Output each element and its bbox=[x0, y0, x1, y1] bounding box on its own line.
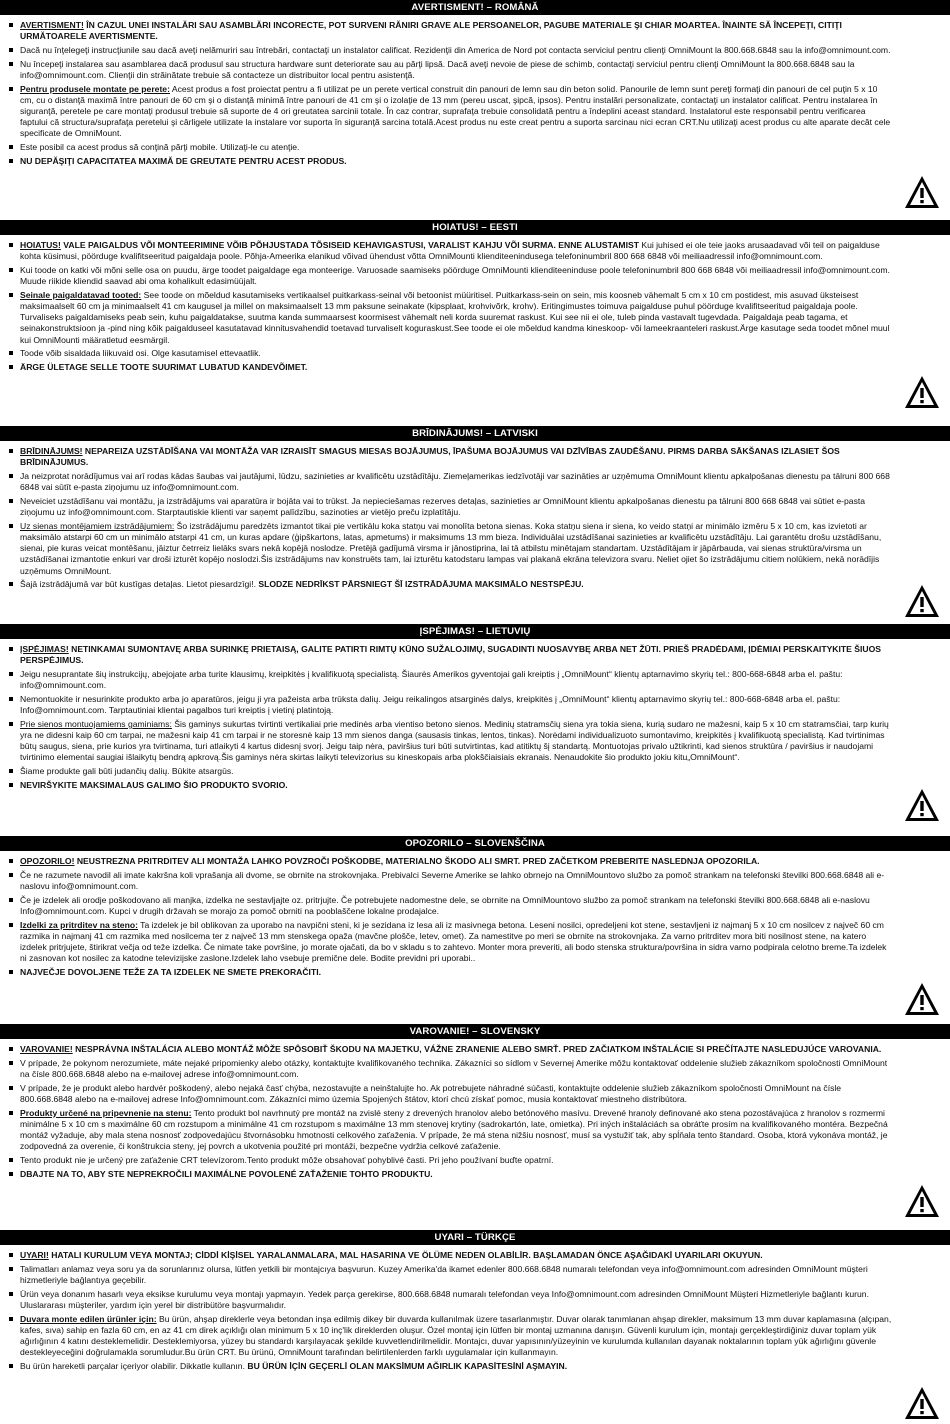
warning-triangle-icon bbox=[904, 375, 940, 409]
warning-item: Seinale paigaldatavad tooted: See toode on mõeldud kasutamiseks vertikaalsel puitkarkass-seinal või betoonist müüritisel. Puitkarkass-sein on sein, mis koosneb vähemalt 5 cm x 10 cm postidest, mis asuvad üksteisest maksimaalselt 60 cm ja minimaalselt 41 cm kaugusel ja millel on maksimaalselt 13 mm paksune seinakate (kipsplaat, krohvivõrk, krohv). Eritingimustes toimuva paigalduse puhul pöörduge kvalifitseeritud paigaldaja poole. Turvaliseks paigaldamiseks peab sein, kuhu paigaldatakse, suutma kanda summaarsest koormisest vähemalt neli korda suuremat raskust. Kui see nii ei ole, tuleb pinda vastavalt tugevdada. Paigaldaja peab tagama, et seinakonstruktsioon ja -pind ning kõik paigalduseel kasutatavad kinnitusvahendid toetavad turvaliselt koguraskust.See toode ei ole mõeldud kandma kineskoop- või lameekraanteleri raskust.Ärge kasutage seda toodet mõnel muul kui OmniMounti määratletud eesmärgil. bbox=[8, 290, 950, 346]
warning-item: Prie sienos montuojamiems gaminiams: Šis gaminys sukurtas tvirtinti vertikaliai prie medinės arba vientiso betono sienos. Medinių statramsčių siena yra tokia siena, kurią sudaro ne mažesni, kaip 5 x 10 cm statramsčiai, tarp kurių yra ne didesni kaip 60 cm tarpai, ne mažesni kaip 41 cm tarpai ir ne storesnė kaip 13 mm sienos danga (sausasis tinkas, lentos, tinkas). Norėdami individualizuoto sumontavimo, kreipkitės į kvalifikuotą specialistą. Kad tvirtinimas būtų saugus, siena, prie kurios yra tvirtinama, turi atlaikyti 4 kartus didesnį svorį. Jeigu taip nėra, paviršius turi būti sutvirtintas, kad atitiktų šį standartą. Montuotojas privalo užtikrinti, kad sienos struktūra / paviršius ir naudojami tvirtinimo elementai saugiai išlaikytų bendrą apkrovą.Šis gaminys nėra skirtas laikyti televizorius su kineskopais arba plokščiaisiais ekranais. Nenaudokite šio produkto jokiu kitu„OmniMount“. bbox=[8, 719, 950, 764]
warning-item: Šiame produkte gali būti judančių dalių. Būkite atsargūs. bbox=[8, 766, 950, 777]
warning-item: Nu începeţi instalarea sau asamblarea dacă produsul sau structura hardware sunt deteriorate sau au părţi lipsă. Dacă aveţi nevoie de piese de schimb, contactaţi serviciul pentru clienţi OmniMount la 800.668.6848 sau la info@omnimount.com. Clienţii din străinătate trebuie să contacteze un distribuitor local pentru asistenţă. bbox=[8, 59, 950, 81]
warning-item: Bu ürün hareketli parçalar içeriyor olabilir. Dikkatle kullanın. BU ÜRÜN İÇİN GEÇERLİ OLAN MAKSİMUM AĞIRLIK KAPASİTESİNİ AŞMAYIN. bbox=[8, 1361, 950, 1372]
warning-item: Šajā izstrādājumā var būt kustīgas detaļas. Lietot piesardzīgi!. SLODZE NEDRĪKST PĀRSNIEGT ŠĪ IZSTRĀDĀJUMA MAKSIMĀLO NESTSPĒJU. bbox=[8, 579, 950, 590]
warning-item: DBAJTE NA TO, ABY STE NEPREKROČILI MAXIMÁLNE POVOLENÉ ZAŤAŽENIE TOHTO PRODUKTU. bbox=[8, 1169, 950, 1180]
section-slovensky bbox=[0, 1024, 950, 1182]
section-lietuviu bbox=[0, 624, 950, 794]
warning-item: Tento produkt nie je určený pre zaťaženie CRT televízorom.Tento produkt môže obsahovať pohyblivé časti. Pri jeho používaní buďte opatrní. bbox=[8, 1155, 950, 1166]
warning-triangle-icon bbox=[904, 982, 940, 1016]
section-eesti bbox=[0, 220, 950, 376]
warning-item: Če je izdelek ali orodje poškodovano ali manjka, izdelka ne sestavljajte oz. pritrjujte. Če potrebujete nadomestne dele, se obrnite na OmniMountovo službo za pomoč strankam na telefonski številki 800.668.6848 ali e-naslovu Info@omnimount.com. Kupci v drugih državah se morajo za pomoč obrniti na pooblaščene lokalne prodajalce. bbox=[8, 895, 950, 917]
warning-item: V prípade, že pokynom nerozumiete, máte nejaké pripomienky alebo otázky, kontaktujte kvalifikovaného technika. Zákazníci so sídlom v Severnej Amerike môžu kontaktovať oddelenie služieb zákazníkom spoločnosti OmniMount na čísle 800.668.6848 alebo na e-mailovej adrese info@omnimount.com. bbox=[8, 1058, 950, 1080]
section-banner: UYARI – TÜRKÇE bbox=[0, 1230, 950, 1245]
warning-item: V prípade, že je produkt alebo hardvér poškodený, alebo nejaká časť chýba, nezostavujte a neinštalujte ho. Ak potrebujete náhradné súčasti, kontaktujte oddelenie služieb zákazníkom spoločnosti OmniMount na čísle 800.668.6848 alebo na e-mailovej adrese Info@omnimount.com. Zákazníci mimo územia Spojených štátov, ktorí chcú získať pomoc, musia kontaktovať miestneho distribútora. bbox=[8, 1083, 950, 1105]
section-banner: BRĪDINĀJUMS! – LATVISKI bbox=[0, 426, 950, 441]
section-banner: AVERTISMENT! – ROMÂNĂ bbox=[0, 0, 950, 15]
section-latviski bbox=[0, 426, 950, 593]
warning-item: Este posibil ca acest produs să conţină părţi mobile. Utilizaţi-le cu atenţie. bbox=[8, 142, 950, 153]
warning-triangle-icon bbox=[904, 788, 940, 822]
warning-item: Pentru produsele montate pe perete: Acest produs a fost proiectat pentru a fi utilizat pe un perete vertical construit din panouri de lemn sau din beton solid. Panourile de lemn sunt pereţi formaţi din panouri de cel puţin 5 x 10 cm, cu o distanţă maximă între panouri de 60 cm şi o distanţă minimă între panouri de 41 cm şi o izolaţie de 13 mm (pereu uscat, şipcă, ipsos). Pentru instalări personalizate, contactaţi un instalator calificat. Pentru instalarea în siguranţă, peretele pe care montaţi produsul trebuie să suporte de 4 ori greutatea sarcinii totale. În caz contrar, suprafaţa trebuie consolidată pentru a îndeplini aceast standard. Instalatorul este responsabil pentru verificarea faptului că structura/suprafaţa peretelui şi cârligele utilizate la instalare vor suporta în siguranţă sarcina totală.Acest produs nu este creat pentru a suporta sarcinau nici ecran CRT.Nu utilizaţi acest produs cu alte aparate decât cele specificate de OmniMount. bbox=[8, 84, 950, 140]
warning-item: Dacă nu înţelegeţi instrucţiunile sau dacă aveţi nelămuriri sau întrebări, contactaţi un instalator calificat. Rezidenţii din America de Nord pot contacta serviciul pentru clienţi OmniMount la 800.668.6848 sau la info@omnimount.com. bbox=[8, 45, 950, 56]
warning-item: Izdelki za pritrditev na steno: Ta izdelek je bil oblikovan za uporabo na navpični steni, ki je sezidana iz lesa ali iz masivnega betona. Leseni nosilci, opredeljeni kot stene, sestavljeni iz najmanj 5 x 10 cm nosilcev z največ 60 cm razmika in najmanj 41 cm razmika med nosilcema ter z največ 13 mm stenskega opaža (mavčne plošče, letev, omet). Za namestitve po meri se obrnite na strokovnjaka. Za varno pritrditev mora biti nosilnost stene, na katero izdelek pritrjujete, štirikrat večja od teže izdelka. Če nimate take površine, jo morate ojačati, da bo v skladu s to zahtevo. Monter mora preveriti, ali bodo stenska struktura/površina in sidra varno podpirala celotno breme.Ta izdelek ni zasnovan kot nosilec za katodne televizijske zaslone.Izdelek laho vsebuje premične dele. Bodite previdni pri uporabi.. bbox=[8, 920, 950, 965]
warning-item: AVERTISMENT! ÎN CAZUL UNEI INSTALĂRI SAU ASAMBLĂRI INCORECTE, POT SURVENI RĂNIRI GRAVE ALE PERSOANELOR, PAGUBE MATERIALE ŞI CHIAR MOARTEA. ÎNAINTE SĂ ÎNCEPEŢI, CITIŢI URMĂTOARELE AVERTISMENTE. bbox=[8, 20, 950, 42]
warning-item: Kui toode on katki või mõni selle osa on puudu, ärge toodet paigaldage ega monteerige. Varuosade saamiseks pöörduge OmniMounti klienditeeninduse poole telefoninumbril 800 668 6848 või meiliaadressil info@omnimount.com. Muude riikide kliendid saavad abi oma kohalikult edasimüüjalt. bbox=[8, 265, 950, 287]
section-banner: ĮSPĖJIMAS! – LIETUVIŲ bbox=[0, 624, 950, 639]
section-slovenscina bbox=[0, 836, 950, 981]
warning-item: OPOZORILO! NEUSTREZNA PRITRDITEV ALI MONTAŽA LAHKO POVZROČI POŠKODBE, MATERIALNO ŠKODO ALI SMRT. PRED ZAČETKOM PREBERITE NASLEDNJA OPOZORILA. bbox=[8, 856, 950, 867]
warning-triangle-icon bbox=[904, 584, 940, 618]
warning-item: NU DEPĂŞIŢI CAPACITATEA MAXIMĂ DE GREUTATE PENTRU ACEST PRODUS. bbox=[8, 156, 950, 167]
warning-item: Toode võib sisaldada liikuvaid osi. Olge kasutamisel ettevaatlik. bbox=[8, 348, 950, 359]
warning-item: Nemontuokite ir nesurinkite produkto arba jo aparatūros, jeigu ji yra pažeista arba trūksta dalių. Jeigu reikalingos atsarginės dalys, kreipkitės į „OmniMount“ klientų aptarnavimo skyrių tel.: 800-668-6848 arba el. paštu: Info@omnimount.com. Tarptautiniai klientai pagalbos turi kreiptis į vietinį platintoją. bbox=[8, 694, 950, 716]
warning-triangle-icon bbox=[904, 1184, 940, 1218]
section-romana bbox=[0, 0, 950, 170]
warning-item: Neveiciet uzstādīšanu vai montāžu, ja izstrādājums vai aparatūra ir bojāta vai to trūkst. Ja nepieciešamas rezerves detaļas, sazinieties ar OmniMount klientu apkalpošanas dienestu pa tālruni 800 668 6848 vai sūtiet e-pasta ziņojumu uz info@omnimount.com. Starptautiskie klienti var saņemt palīdzību, sazinoties ar vietējo preču izplatītāju. bbox=[8, 496, 950, 518]
warning-triangle-icon bbox=[904, 175, 940, 209]
warning-item: HOIATUS! VALE PAIGALDUS VÕI MONTEERIMINE VÕIB PÕHJUSTADA TÕSISEID KEHAVIGASTUSI, VARALIST KAHJU VÕI SURMA. ENNE ALUSTAMIST Kui juhised ei ole teie jaoks arusaadavad või teil on paigalduse kohta küsimusi, pöörduge kvalifitseeritud paigaldaja poole. Põhja-Ameerika elanikud võivad ühendust võtta OmniMounti klienditeenindusega telefoninumbril 800 668 6848 või meiliaadressil info@omnimount.com. bbox=[8, 240, 950, 262]
warning-item: UYARI! HATALI KURULUM VEYA MONTAJ; CİDDİ KİŞİSEL YARALANMALARA, MAL HASARINA VE ÖLÜME NEDEN OLABİLİR. BAŞLAMADAN ÖNCE AŞAĞIDAKİ UYARILARI OKUYUN. bbox=[8, 1250, 950, 1261]
warning-item: VAROVANIE! NESPRÁVNA INŠTALÁCIA ALEBO MONTÁŽ MÔŽE SPÔSOBIŤ ŠKODU NA MAJETKU, VÁŽNE ZRANENIE ALEBO SMRŤ. PRED ZAČIATKOM INŠTALÁCIE SI PREČÍTAJTE NASLEDUJÚCE VAROVANIA. bbox=[8, 1044, 950, 1055]
warning-item: Ja neizprotat norādījumus vai arī rodas kādas šaubas vai jautājumi, lūdzu, sazinieties ar kvalificētu uzstādītāju. Ziemeļamerikas iedzīvotāji var sazināties ar uzņēmuma OmniMount klientu apkalpošanas dienestu pa tālruni 800 668 6848 vai sūtīt e-pasta ziņojumu uz info@omnimount.com. bbox=[8, 471, 950, 493]
warning-item: NEVIRŠYKITE MAKSIMALAUS GALIMO ŠIO PRODUKTO SVORIO. bbox=[8, 780, 950, 791]
warning-item: Če ne razumete navodil ali imate kakršna koli vprašanja ali dvome, se obrnite na strokovnjaka. Prebivalci Severne Amerike se lahko obrnejo na OmniMountovo službo za pomoč strankam na telefonski številki 800.668.6848 ali e-naslovu info@omnimount.com. bbox=[8, 870, 950, 892]
warning-item: NAJVEČJE DOVOLJENE TEŽE ZA TA IZDELEK NE SMETE PREKORAČITI. bbox=[8, 967, 950, 978]
section-banner: HOIATUS! – EESTI bbox=[0, 220, 950, 235]
section-banner: OPOZORILO – SLOVENŠČINA bbox=[0, 836, 950, 851]
warning-item: Produkty určené na pripevnenie na stenu: Tento produkt bol navrhnutý pre montáž na zvislé steny z drevených hranolov alebo betónového masívu. Drevené hranoly definované ako stena pozostávajúca z hranolov s rozmermi minimálne 5 x 10 cm s maximálne 60 cm rozstupom a minimálne 41 cm rozstupom s maximálne 13 mm stenovej krytiny (sadrokartón, late, omietka). Pri iných inštaláciách sa obráťte prosím na kvalifikovaného montéra. Bezpečná montáž vyžaduje, aby mala stena nosnosť zodpovedajúcu štvornásobku hmotnosti celkového zaťaženia. V prípade, že má stena nižšiu nosnosť, musí sa vystužiť tak, aby spĺňala tento štandard. Osoba, ktorá vykonáva montáž, je zodpovedná za overenie, či konštrukcia steny, jej povrch a ukotvenia použité pri montáži, bezpečne vydržia celkové zaťaženie. bbox=[8, 1108, 950, 1153]
warning-item: ÄRGE ÜLETAGE SELLE TOOTE SUURIMAT LUBATUD KANDEVÕIMET. bbox=[8, 362, 950, 373]
warning-item: ĮSPĖJIMAS! NETINKAMAI SUMONTAVĘ ARBA SURINKĘ PRIETAISĄ, GALITE PATIRTI RIMTŲ KŪNO SUŽALOJIMŲ, SUGADINTI NUOSAVYBĘ ARBA NET ŽŪTI. PRIEŠ PRADĖDAMI, ĮDĖMIAI PERSKAITYKITE ŠIUOS PERSPĖJIMUS. bbox=[8, 644, 950, 666]
warning-item: BRĪDINĀJUMS! NEPAREIZA UZSTĀDĪŠANA VAI MONTĀŽA VAR IZRAISĪT SMAGUS MIESAS BOJĀJUMUS, ĪPAŠUMA BOJĀJUMUS VAI DZĪVĪBAS ZAUDĒŠANU. PIRMS DARBA SĀKŠANAS IZLASIET ŠOS BRĪDINĀJUMUS. bbox=[8, 446, 950, 468]
warning-item: Jeigu nesuprantate šių instrukcijų, abejojate arba turite klausimų, kreipkitės į kvalifikuotą specialistą. Šiaurės Amerikos gyventojai gali kreiptis į „OmniMount“ klientų aptarnavimo skyrių tel.: 800-668-6848 arba el. paštu: info@omnimount.com. bbox=[8, 669, 950, 691]
warning-item: Uz sienas montējamiem izstrādājumiem: Šo izstrādājumu paredzēts izmantot tikai pie vertikālu koka statņu vai monolīta betona sienas. Koka statņu siena ir siena, ko veido statņi ar minimālo izmēru 5 x 10 cm, kas izvietoti ar maksimālo atstarpi 60 cm un minimālo atstarpi 41 cm, un kuras apdare (ģipškartons, latas, apmetums) ir maksimums 13 mm bieza. Individuālai uzstādīšanai sazinieties ar kvalificētu uzstādītāju. Lai garantētu drošu uzstādīšanu, sienai, pie kuras veicat montēšanu, jāiztur četrreiz lielāks svars nekā kopējā noslodze. Pretējā gadījumā virsma ir jānostiprina, lai tā atbilstu minētajam standartam. Uzstādītājam ir jāpārbauda, vai sienas struktūra/virsma un uzstādīšanai izmantotie enkuri var droši izturēt kopējo noslodzi.Šis izstrādājums nav konstruēts tam, lai izturētu katodstaru lampas vai plakanā ekrāna televizora svaru. Neliet ojiet šo izstrādājumu citiem nolūkiem, nekā norādījis uzņēmums OmniMount. bbox=[8, 521, 950, 577]
warning-triangle-icon bbox=[904, 1386, 940, 1420]
warning-item: Ürün veya donanım hasarlı veya eksikse kurulumu veya montajı yapmayın. Yedek parça gerekirse, 800.668.6848 numaralı telefondan veya Info@omnimount.com adresinden OmniMount Müşteri Hizmetleriyle bağlantı kurun. Uluslararası müşteriler, yardım için yerel bir distribütöre başvurmalıdır. bbox=[8, 1289, 950, 1311]
warning-item: Duvara monte edilen ürünler için: Bu ürün, ahşap direklerle veya betondan inşa edilmiş dikey bir duvarda kullanılmak üzere tasarlanmıştır. Duvar olarak tanımlanan ahşap direkler, maksimum 13 mm duvar kaplamasına (alçıpan, kafes, sıva) sahip en fazla 60 cm, en az 41 cm direk açıklığı olan minimum 5 x 10 inç'lik direklerden oluşur. Özel montaj için lütfen bir montaj uzmanına danışın. Güvenli kurulum için, montajı gerçekleştirdiğiniz duvar toplam yük ağırlığının 4 katını desteklemelidir. Desteklemiyorsa, yüzey bu standardı karşılayacak şekilde kuvvetlendirilmelidir. Montajcı, duvar yapısının/yüzeyinin ve kurulumda kullanılan dayanak noktalarının toplam yük ağırlığını güvenle destekleyeceğini doğrulamakla sorumludur.Bu ürün CRT. Bu ürünü, OmniMount tarafından belirtilenlerden farklı uygulamalar için kullanmayın. bbox=[8, 1314, 950, 1359]
section-banner: VAROVANIE! – SLOVENSKY bbox=[0, 1024, 950, 1039]
warning-item: Talimatları anlamaz veya soru ya da sorunlarınız olursa, lütfen yetkili bir montajcıya başvurun. Kuzey Amerika'da ikamet edenler 800.668.6848 numaralı telefondan veya info@omnimount.com adresinden OmniMount müşteri hizmetleriyle bağlantıya geçebilir. bbox=[8, 1264, 950, 1286]
section-turkce bbox=[0, 1230, 950, 1375]
